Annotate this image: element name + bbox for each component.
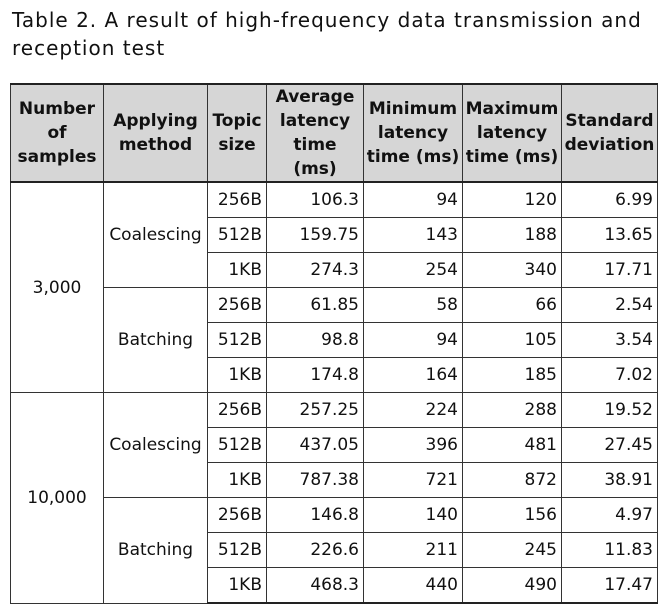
max-cell: 288: [463, 393, 562, 428]
avg-cell: 274.3: [267, 253, 364, 288]
header-topic-size: Topic size: [208, 84, 267, 182]
topic-size-cell: 1KB: [208, 358, 267, 393]
topic-size-cell: 256B: [208, 288, 267, 323]
std-cell: 27.45: [562, 428, 658, 463]
table-row: [11, 393, 658, 428]
method-cell: Coalescing: [104, 182, 208, 288]
avg-cell: 787.38: [267, 463, 364, 498]
min-cell: 58: [364, 288, 463, 323]
max-cell: 156: [463, 498, 562, 533]
topic-size-cell: 256B: [208, 498, 267, 533]
std-cell: 7.02: [562, 358, 658, 393]
table-row: [11, 288, 658, 323]
min-cell: 143: [364, 218, 463, 253]
max-cell: 66: [463, 288, 562, 323]
max-cell: 245: [463, 533, 562, 568]
min-cell: 140: [364, 498, 463, 533]
min-cell: 254: [364, 253, 463, 288]
min-cell: 440: [364, 568, 463, 604]
samples-cell: 3,000: [11, 182, 104, 393]
header-average-latency: Average latency time (ms): [267, 84, 364, 182]
header-applying-method: Applying method: [104, 84, 208, 182]
avg-cell: 257.25: [267, 393, 364, 428]
topic-size-cell: 256B: [208, 182, 267, 218]
min-cell: 211: [364, 533, 463, 568]
method-cell: Coalescing: [104, 393, 208, 498]
std-cell: 13.65: [562, 218, 658, 253]
max-cell: 490: [463, 568, 562, 604]
max-cell: 481: [463, 428, 562, 463]
std-cell: 4.97: [562, 498, 658, 533]
std-cell: 17.47: [562, 568, 658, 604]
max-cell: 872: [463, 463, 562, 498]
min-cell: 94: [364, 182, 463, 218]
avg-cell: 98.8: [267, 323, 364, 358]
max-cell: 120: [463, 182, 562, 218]
topic-size-cell: 1KB: [208, 463, 267, 498]
header-maximum-latency: Maximum latency time (ms): [463, 84, 562, 182]
std-cell: 11.83: [562, 533, 658, 568]
header-row: [11, 84, 658, 182]
std-cell: 17.71: [562, 253, 658, 288]
table-caption: Table 2. A result of high-frequency data transmission and reception test: [12, 8, 642, 60]
avg-cell: 174.8: [267, 358, 364, 393]
min-cell: 396: [364, 428, 463, 463]
max-cell: 188: [463, 218, 562, 253]
std-cell: 3.54: [562, 323, 658, 358]
table-row: [11, 498, 658, 533]
header-standard-deviation: Standard deviation: [562, 84, 658, 182]
topic-size-cell: 1KB: [208, 253, 267, 288]
group-3000: [11, 182, 658, 393]
std-cell: 19.52: [562, 393, 658, 428]
avg-cell: 437.05: [267, 428, 364, 463]
topic-size-cell: 512B: [208, 533, 267, 568]
max-cell: 185: [463, 358, 562, 393]
group-10000: [11, 393, 658, 604]
header-minimum-latency: Minimum latency time (ms): [364, 84, 463, 182]
std-cell: 2.54: [562, 288, 658, 323]
min-cell: 164: [364, 358, 463, 393]
header-number-of-samples: Number of samples: [11, 84, 104, 182]
avg-cell: 61.85: [267, 288, 364, 323]
results-table: [10, 83, 658, 604]
std-cell: 6.99: [562, 182, 658, 218]
max-cell: 340: [463, 253, 562, 288]
min-cell: 721: [364, 463, 463, 498]
topic-size-cell: 512B: [208, 428, 267, 463]
max-cell: 105: [463, 323, 562, 358]
topic-size-cell: 1KB: [208, 568, 267, 604]
avg-cell: 226.6: [267, 533, 364, 568]
topic-size-cell: 512B: [208, 218, 267, 253]
samples-cell: 10,000: [11, 393, 104, 604]
avg-cell: 106.3: [267, 182, 364, 218]
avg-cell: 159.75: [267, 218, 364, 253]
topic-size-cell: 256B: [208, 393, 267, 428]
min-cell: 94: [364, 323, 463, 358]
topic-size-cell: 512B: [208, 323, 267, 358]
method-cell: Batching: [104, 288, 208, 393]
min-cell: 224: [364, 393, 463, 428]
method-cell: Batching: [104, 498, 208, 604]
std-cell: 38.91: [562, 463, 658, 498]
avg-cell: 146.8: [267, 498, 364, 533]
avg-cell: 468.3: [267, 568, 364, 604]
table-row: [11, 182, 658, 218]
